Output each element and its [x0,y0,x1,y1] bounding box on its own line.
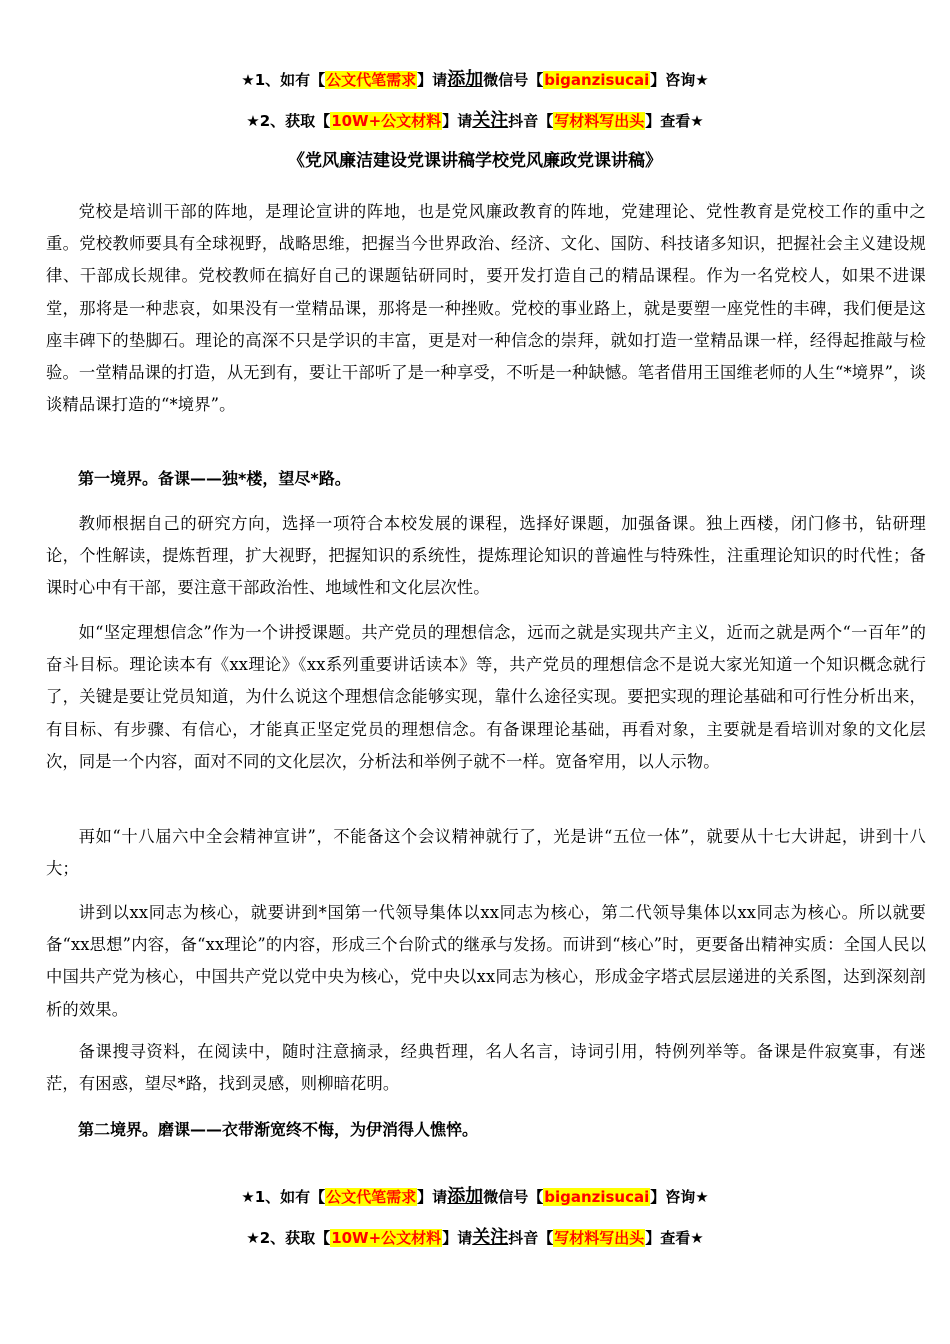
banner-text: ★1、如有【 [241,71,326,89]
section-heading-2: 第二境界。磨课——衣带渐宽终不悔，为伊消得人憔悴。 [78,1120,479,1139]
banner-highlight: 10W+公文材料 [331,112,442,130]
paragraph-body: 教师根据自己的研究方向，选择一项符合本校发展的课程，选择好课题，加强备课。独上西楼，闭门修书，钻研理论，个性解读，提炼哲理，扩大视野，把握知识的系统性，提炼理论知识的普遍性与特殊性，注重理论知识的时代性；备课时心中有干部，要注意干部政治性、地域性和文化层次性。 [46,514,926,598]
banner-text: 】查看★ [645,112,704,130]
document-title: 《党风廉洁建设党课讲稿学校党风廉政党课讲稿》 [288,151,662,171]
banner-highlight: 写材料写出头 [554,1229,645,1247]
banner-text: 抖音【 [508,112,554,130]
paragraph-body: 备课搜寻资料，在阅读中，随时注意摘录，经典哲理，名人名言，诗词引用，特例列举等。备课是件寂寞事，有迷茫，有困惑，望尽*路，找到灵感，则柳暗花明。 [46,1042,926,1094]
banner-text: 】请 [417,71,448,89]
banner-emphasis: 关注 [472,110,509,131]
banner-highlight: 公文代笔需求 [326,1188,417,1206]
paragraph-body: 如“坚定理想信念”作为一个讲授课题。共产党员的理想信念，远而之就是实现共产主义，近而之就是两个“一百年”的奋斗目标。理论读本有《xx理论》《xx系列重要讲话读本》等，共产党员的理想信念不是说大家光知道一个知识概念就行了，关键是要让党员知道，为什么说这个理想信念能够实现，靠什么途径实现。要把实现的理论基础和可行性分析出来，有目标、有步骤、有信心，才能真正坚定党员的理想信念。有备课理论基础，再看对象，主要就是看培训对象的文化层次，同是一个内容，面对不同的文化层次，分析法和举例子就不一样。宽备窄用，以人示物。 [46,623,926,771]
banner-highlight: 10W+公文材料 [331,1229,442,1247]
bottom-banner-line-1 [0,1185,950,1209]
banner-text: 】请 [442,112,473,130]
banner-text: 微信号【 [483,1188,544,1206]
banner-highlight: 公文代笔需求 [326,71,417,89]
banner-text: 】咨询★ [650,1188,709,1206]
bottom-banner-line-2 [0,1226,950,1250]
banner-text: 】请 [417,1188,448,1206]
banner-text: 抖音【 [508,1229,554,1247]
paragraph-body: 再如“十八届六中全会精神宣讲”，不能备这个会议精神就行了，光是讲“五位一体”，就要从十七大讲起，讲到十八大； [46,827,926,879]
banner-highlight: biganzisucai [544,1188,650,1206]
banner-emphasis: 添加 [447,1186,484,1207]
banner-text: ★2、获取【 [246,1229,331,1247]
paragraph-intro: 党校是培训干部的阵地，是理论宣讲的阵地，也是党风廉政教育的阵地，党建理论、党性教育是党校工作的重中之重。党校教师要具有全球视野，战略思维，把握当今世界政治、经济、文化、国防、科技诸多知识，把握社会主义建设规律、干部成长规律。党校教师在搞好自己的课题钻研同时，要开发打造自己的精品课程。作为一名党校人，如果不进课堂，那将是一种悲哀，如果没有一堂精品课，那将是一种挫败。党校的事业路上，就是要塑一座党性的丰碑，我们便是这座丰碑下的垫脚石。理论的高深不只是学识的丰富，更是对一种信念的崇拜，就如打造一堂精品课一样，经得起推敲与检验。一堂精品课的打造，从无到有，要让干部听了是一种享受，不听是一种缺憾。笔者借用王国维老师的人生“*境界”，谈谈精品课打造的“*境界”。 [46,202,926,415]
banner-text: 】查看★ [645,1229,704,1247]
banner-emphasis: 添加 [447,69,484,90]
top-banner-line-1 [0,68,950,92]
banner-text: ★1、如有【 [241,1188,326,1206]
section-heading-1: 第一境界。备课——独*楼，望尽*路。 [78,469,351,488]
top-banner-line-2 [0,109,950,133]
banner-text: 】请 [442,1229,473,1247]
banner-highlight: biganzisucai [544,71,650,89]
banner-text: 微信号【 [483,71,544,89]
banner-text: ★2、获取【 [246,112,331,130]
banner-text: 】咨询★ [650,71,709,89]
paragraph-body: 讲到以xx同志为核心，就要讲到*国第一代领导集体以xx同志为核心，第二代领导集体以xx同志为核心。所以就要备“xx思想”内容，备“xx理论”的内容，形成三个台阶式的继承与发扬。而讲到“核心”时，更要备出精神实质：全国人民以中国共产党为核心，中国共产党以党中央为核心，党中央以xx同志为核心，形成金字塔式层层递进的关系图，达到深刻剖析的效果。 [46,903,926,1019]
banner-highlight: 写材料写出头 [554,112,645,130]
banner-emphasis: 关注 [472,1227,509,1248]
